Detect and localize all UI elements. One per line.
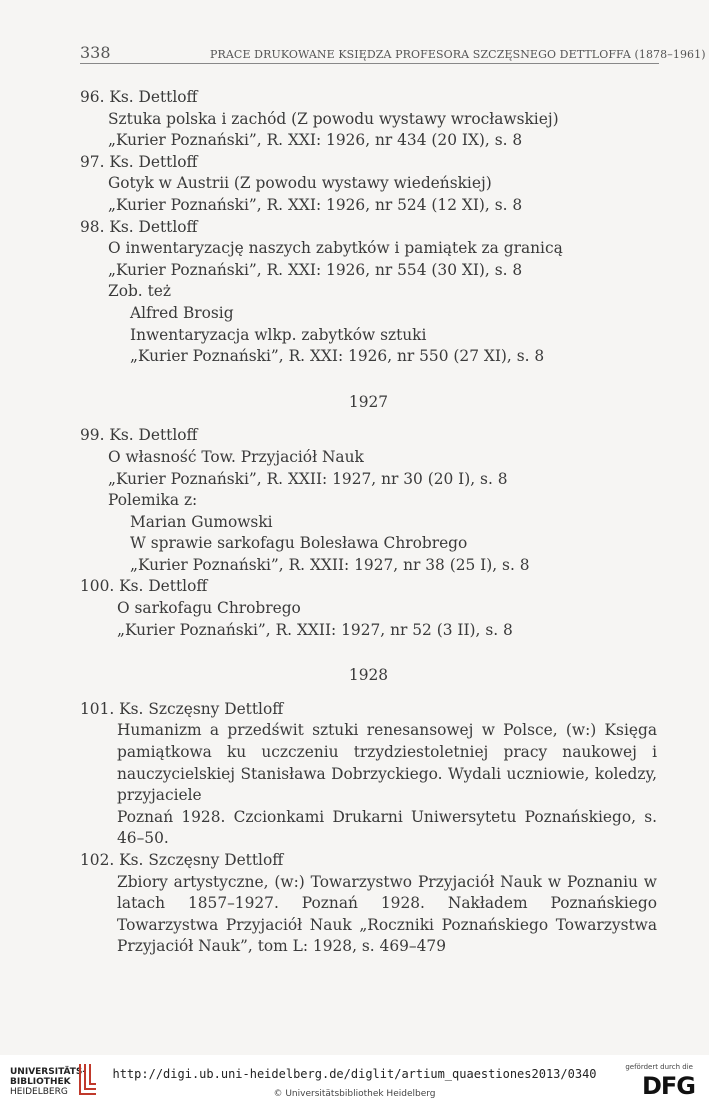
entry-99 xyxy=(80,425,657,576)
year-heading-1928: 1928 xyxy=(348,666,389,685)
ref-author: Marian Gumowski xyxy=(130,512,273,531)
entry-101 xyxy=(80,699,657,850)
funding-label: gefördert durch die xyxy=(625,1063,693,1071)
library-name-line: UNIVERSITÄTS- xyxy=(10,1067,87,1077)
copyright-text: © Universitätsbibliothek Heidelberg xyxy=(273,1089,436,1099)
bibliography-content xyxy=(80,87,657,958)
entry-title: O inwentaryzację naszych zabytków i pamiątek za granicą xyxy=(108,239,563,258)
source-url-link[interactable]: http://digi.ub.uni-heidelberg.de/diglit/artium_quaestiones2013/0340 xyxy=(112,1067,597,1081)
entry-body: Humanizm a przedświt sztuki renesansowej w Polsce, (w:) Księga pamiątkowa ku uczczeniu trzydziestoletniej pracy naukowej i nauczycielskiej Stanisława Dobrzyckiego. Wydali uczniowie, koledzy, przyjaciele xyxy=(117,721,657,805)
entry-title: Gotyk w Austrii (Z powodu wystawy wiedeńskiej) xyxy=(108,174,492,193)
entry-heading: 101. Ks. Szczęsny Dettloff xyxy=(80,699,284,718)
entry-heading: 97. Ks. Dettloff xyxy=(80,152,198,171)
entry-97 xyxy=(80,152,657,217)
ref-source: „Kurier Poznański”, R. XXI: 1926, nr 550 (27 XI), s. 8 xyxy=(130,347,545,366)
entry-title: Sztuka polska i zachód (Z powodu wystawy wrocławskiej) xyxy=(108,109,559,128)
entry-source: „Kurier Poznański”, R. XXI: 1926, nr 434 (20 IX), s. 8 xyxy=(108,131,523,150)
entry-heading: 99. Ks. Dettloff xyxy=(80,426,198,445)
ref-source: „Kurier Poznański”, R. XXII: 1927, nr 38 (25 I), s. 8 xyxy=(130,555,530,574)
entry-source: „Kurier Poznański”, R. XXII: 1927, nr 52 (3 II), s. 8 xyxy=(117,620,513,639)
entry-heading: 98. Ks. Dettloff xyxy=(80,217,198,236)
page-number: 338 xyxy=(80,43,111,62)
entry-heading: 100. Ks. Dettloff xyxy=(80,577,208,596)
library-name-line: HEIDELBERG xyxy=(10,1087,68,1097)
entry-title: O własność Tow. Przyjaciół Nauk xyxy=(108,447,364,466)
entry-title: O sarkofagu Chrobrego xyxy=(117,599,301,618)
ref-title: Inwentaryzacja wlkp. zabytków sztuki xyxy=(130,325,427,344)
entry-102 xyxy=(80,850,657,958)
entry-source: „Kurier Poznański”, R. XXI: 1926, nr 524 (12 XI), s. 8 xyxy=(108,195,523,214)
digitization-footer xyxy=(0,1055,709,1106)
entry-100 xyxy=(80,576,657,641)
see-also-label: Zob. też xyxy=(108,282,171,301)
library-name-line: BIBLIOTHEK xyxy=(10,1077,71,1087)
header-rule xyxy=(80,63,659,64)
entry-source: „Kurier Poznański”, R. XXI: 1926, nr 554 (30 XI), s. 8 xyxy=(108,260,523,279)
year-heading-1927: 1927 xyxy=(348,392,389,411)
ref-author: Alfred Brosig xyxy=(130,303,234,322)
entry-source: „Kurier Poznański”, R. XXII: 1927, nr 30 (20 I), s. 8 xyxy=(108,469,508,488)
ref-title: W sprawie sarkofagu Bolesława Chrobrego xyxy=(130,534,468,553)
entry-imprint: Poznań 1928. Czcionkami Drukarni Uniwersytetu Poznańskiego, s. 46–50. xyxy=(117,807,657,848)
dfg-logo: DFG xyxy=(641,1072,695,1100)
entry-heading: 102. Ks. Szczęsny Dettloff xyxy=(80,851,284,869)
running-header: PRACE DRUKOWANE KSIĘDZA PROFESORA SZCZĘSNEGO DETTLOFFA (1878–1961) xyxy=(210,48,706,61)
entry-96 xyxy=(80,87,657,152)
entry-98 xyxy=(80,217,657,368)
entry-heading: 96. Ks. Dettloff xyxy=(80,88,198,106)
polemic-label: Polemika z: xyxy=(108,491,198,510)
entry-body: Zbiory artystyczne, (w:) Towarzystwo Przyjaciół Nauk w Poznaniu w latach 1857–1927. Poznań 1928. Nakładem Poznańskiego Towarzystwa Przyjaciół Nauk „Roczniki Poznańskiego Towarzystwa Przyjaciół Nauk”, tom L: 1928, s. 469–479 xyxy=(117,872,657,956)
